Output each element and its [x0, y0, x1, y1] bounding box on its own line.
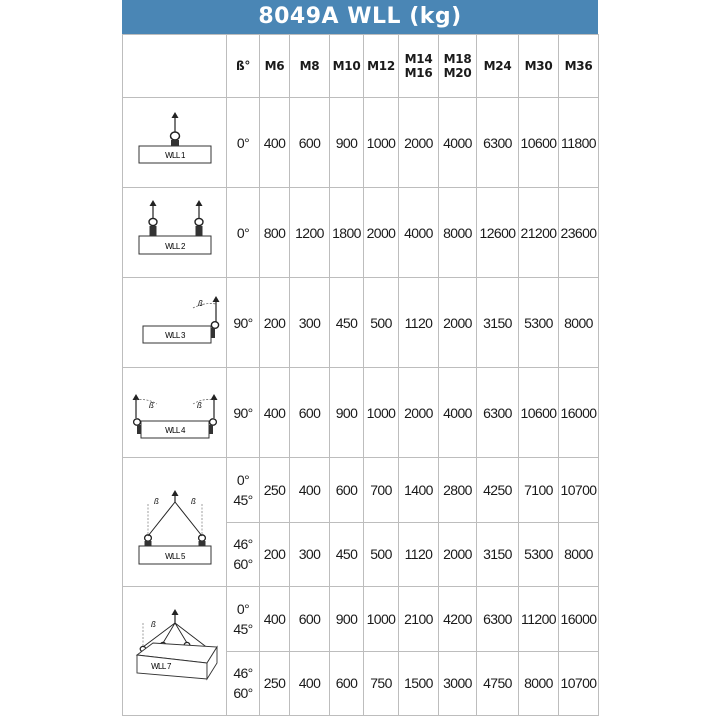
value-cell: 4000: [439, 98, 477, 188]
value-cell: 2000: [399, 368, 439, 458]
angle-label: ß: [198, 299, 203, 308]
header-m12: M12: [364, 35, 399, 98]
table-row: [123, 587, 599, 652]
value-cell: 250: [260, 458, 290, 523]
value-cell: 11200: [519, 587, 559, 652]
angle-label: ß: [154, 497, 159, 506]
value-cell: 7100: [519, 458, 559, 523]
value-cell: 11800: [559, 98, 599, 188]
value-cell: 8000: [439, 188, 477, 278]
header-m18-m20: M18 M20: [439, 35, 477, 98]
value-cell: 400: [260, 98, 290, 188]
diagram-label: WLL 7: [151, 662, 171, 671]
diagram-label: WLL 1: [165, 151, 185, 160]
value-cell: 1000: [364, 368, 399, 458]
value-cell: 4000: [439, 368, 477, 458]
angle-label: ß: [149, 401, 154, 410]
diagram-label: WLL 3: [165, 331, 185, 340]
value-cell: 16000: [559, 368, 599, 458]
beta-cell: 90°: [227, 278, 260, 368]
four-leg-sling-lift-icon: [123, 587, 227, 715]
value-cell: 2000: [399, 98, 439, 188]
table-title: 8049A WLL (kg): [122, 0, 598, 34]
header-m30: M30: [519, 35, 559, 98]
value-cell: 10600: [519, 98, 559, 188]
value-cell: 300: [290, 278, 330, 368]
value-cell: 900: [330, 98, 364, 188]
header-m6: M6: [260, 35, 290, 98]
value-cell: 3150: [477, 278, 519, 368]
table-row: [123, 368, 599, 458]
table-row: [123, 98, 599, 188]
header-beta: ß°: [227, 35, 260, 98]
value-cell: 600: [290, 587, 330, 652]
table-row: [123, 278, 599, 368]
header-m14-m16: M14 M16: [399, 35, 439, 98]
two-eyebolt-vertical-lift-icon: [123, 188, 227, 277]
diagram-wll-5: [123, 458, 227, 587]
value-cell: 500: [364, 278, 399, 368]
wll-table: [122, 34, 599, 716]
value-cell: 4250: [477, 458, 519, 523]
angle-label: ß: [151, 620, 156, 629]
single-eyebolt-side-lift-icon: [123, 278, 227, 367]
diagram-wll-1: [123, 98, 227, 188]
header-m10: M10: [330, 35, 364, 98]
diagram-wll-3: [123, 278, 227, 368]
diagram-wll-7: [123, 587, 227, 716]
two-eyebolt-side-lift-icon: [123, 368, 227, 457]
value-cell: 6300: [477, 587, 519, 652]
value-cell: 600: [330, 458, 364, 523]
value-cell: 2000: [364, 188, 399, 278]
value-cell: 600: [330, 651, 364, 716]
value-cell: 400: [260, 587, 290, 652]
value-cell: 2000: [439, 278, 477, 368]
single-eyebolt-vertical-lift-icon: [123, 98, 227, 187]
beta-cell: 46° 60°: [227, 522, 260, 587]
value-cell: 1000: [364, 587, 399, 652]
value-cell: 600: [290, 368, 330, 458]
value-cell: 900: [330, 368, 364, 458]
value-cell: 1500: [399, 651, 439, 716]
beta-cell: 0°: [227, 188, 260, 278]
value-cell: 8000: [559, 278, 599, 368]
value-cell: 3000: [439, 651, 477, 716]
value-cell: 1000: [364, 98, 399, 188]
value-cell: 6300: [477, 368, 519, 458]
value-cell: 4200: [439, 587, 477, 652]
header-m8: M8: [290, 35, 330, 98]
value-cell: 400: [290, 651, 330, 716]
diagram-label: WLL 4: [165, 426, 185, 435]
value-cell: 1120: [399, 522, 439, 587]
value-cell: 4000: [399, 188, 439, 278]
value-cell: 750: [364, 651, 399, 716]
value-cell: 450: [330, 522, 364, 587]
angle-label: ß: [191, 497, 196, 506]
value-cell: 8000: [559, 522, 599, 587]
value-cell: 900: [330, 587, 364, 652]
value-cell: 12600: [477, 188, 519, 278]
value-cell: 400: [260, 368, 290, 458]
value-cell: 200: [260, 278, 290, 368]
table-row: [123, 458, 599, 523]
diagram-wll-4: [123, 368, 227, 458]
value-cell: 6300: [477, 98, 519, 188]
value-cell: 400: [290, 458, 330, 523]
value-cell: 5300: [519, 522, 559, 587]
value-cell: 8000: [519, 651, 559, 716]
value-cell: 700: [364, 458, 399, 523]
value-cell: 800: [260, 188, 290, 278]
beta-cell: 0°: [227, 98, 260, 188]
value-cell: 3150: [477, 522, 519, 587]
beta-cell: 90°: [227, 368, 260, 458]
header-m36: M36: [559, 35, 599, 98]
two-leg-sling-lift-icon: [123, 458, 227, 586]
value-cell: 2000: [439, 522, 477, 587]
value-cell: 500: [364, 522, 399, 587]
value-cell: 1400: [399, 458, 439, 523]
header-row: [123, 35, 599, 98]
diagram-label: WLL 2: [165, 242, 185, 251]
value-cell: 300: [290, 522, 330, 587]
beta-cell: 46° 60°: [227, 651, 260, 716]
value-cell: 16000: [559, 587, 599, 652]
beta-cell: 0° 45°: [227, 458, 260, 523]
beta-cell: 0° 45°: [227, 587, 260, 652]
value-cell: 10700: [559, 458, 599, 523]
diagram-wll-2: [123, 188, 227, 278]
value-cell: 1200: [290, 188, 330, 278]
angle-label: ß: [197, 401, 202, 410]
value-cell: 2100: [399, 587, 439, 652]
value-cell: 1120: [399, 278, 439, 368]
header-m24: M24: [477, 35, 519, 98]
diagram-label: WLL 5: [165, 552, 185, 561]
value-cell: 10600: [519, 368, 559, 458]
header-diagram-cell: [123, 35, 227, 98]
value-cell: 1800: [330, 188, 364, 278]
value-cell: 600: [290, 98, 330, 188]
table-row: [123, 188, 599, 278]
value-cell: 21200: [519, 188, 559, 278]
value-cell: 250: [260, 651, 290, 716]
value-cell: 200: [260, 522, 290, 587]
value-cell: 23600: [559, 188, 599, 278]
value-cell: 2800: [439, 458, 477, 523]
value-cell: 10700: [559, 651, 599, 716]
value-cell: 4750: [477, 651, 519, 716]
value-cell: 5300: [519, 278, 559, 368]
value-cell: 450: [330, 278, 364, 368]
